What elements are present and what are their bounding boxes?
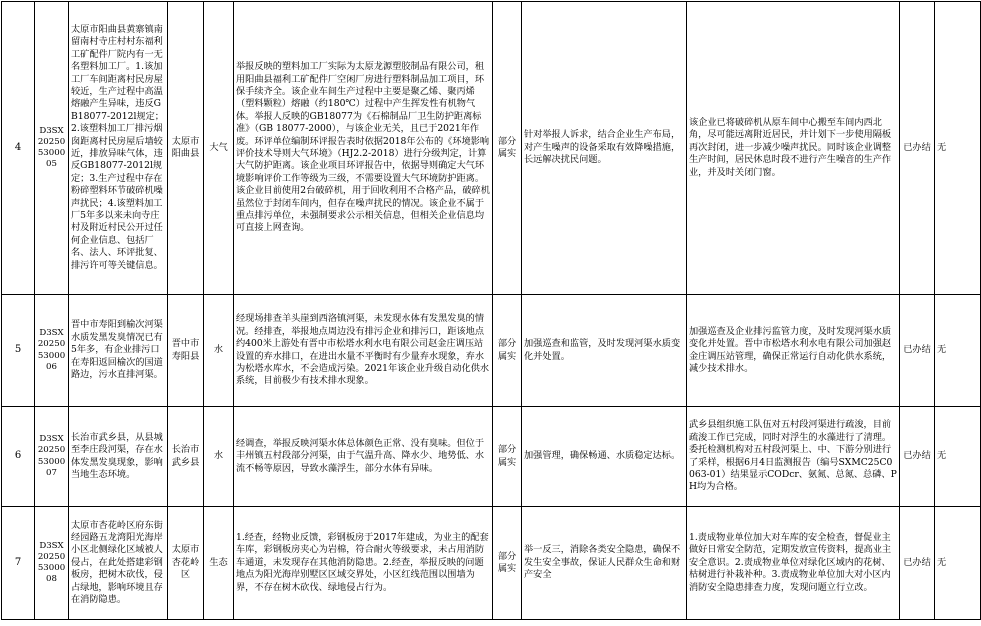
rectification-result: 该企业已将破碎机从原车间中心搬至车间内西北角，尽可能远离附近居民，并计划下一步使用隔板再次封闭，进一步减少噪声扰民。同时该企业调整生产时间，居民休息时段不进行产生噪音的生产作业，并及时关闭门窗。 <box>687 2 900 295</box>
case-code: D3SX202505300006 <box>35 295 69 407</box>
rectification-result: 1.责成物业单位加大对车库的安全检查，督促业主做好日常安全防范，定期发放宣传资料，提高业主安全意识。2.责成物业单位对绿化区域内的花树、枯树进行补栽补种。3.责成物业单位加大对小区内消防安全隐患排查力度，发现问题立行立改。 <box>687 507 900 620</box>
case-code: D3SX202505300005 <box>35 2 69 295</box>
handling-measure: 加强巡查和监管，及时发现河渠水质变化并处置。 <box>522 295 687 407</box>
table-row <box>2 507 981 620</box>
row-number: 6 <box>2 407 35 507</box>
accountability: 无 <box>935 2 981 295</box>
case-table <box>1 1 981 620</box>
issue-description: 太原市阳曲县黄寨镇南留南村寺庄村村东福利工矿配件厂院内有一无名塑料加工厂。1.该加工厂车间距离村民房屋较近，生产过程中高温熔融产生异味，违反GB18077-2012l规定；2.该塑料加工厂排污烟囱距离村民房屋后墙较近，排放异味气体，违反GB18077-2012l规定；3.生产过程中存在粉碎塑料环节破碎机噪声扰民；4.该塑料加工厂5年多以来未向寺庄村及附近村民公开过任何企业信息、包括厂名、法人、环评批复、排污许可等关键信息。 <box>69 2 168 295</box>
accountability: 无 <box>935 407 981 507</box>
accountability: 无 <box>935 507 981 620</box>
verdict: 部分属实 <box>493 507 522 620</box>
pollution-type: 生态 <box>204 507 234 620</box>
rectification-result: 武乡县组织施工队伍对五村段河渠进行疏浚，目前疏浚工作已完成，同时对浮生的水藻进行了清理。委托检测机构对五村段河渠上、中、下游分别进行了采样，根据6月4日监测报告（编号SXMC25C0063-01）结果显示CODcr、氨氮、总氮、总磷、PH均为合格。 <box>687 407 900 507</box>
pollution-type: 水 <box>204 407 234 507</box>
row-number: 5 <box>2 295 35 407</box>
status: 已办结 <box>900 407 935 507</box>
handling-measure: 举一反三，消除各类安全隐患，确保不发生安全事故，保证人民群众生命和财产安全 <box>522 507 687 620</box>
case-code: D3SX202505300008 <box>35 507 69 620</box>
region: 长治市武乡县 <box>168 407 204 507</box>
handling-measure: 加强管理，确保畅通、水质稳定达标。 <box>522 407 687 507</box>
table-row <box>2 295 981 407</box>
issue-description: 太原市杏花岭区府东街经园路五龙湾阳光海岸小区北侧绿化区域被人侵占，在此处搭建彩钢板房，把树木砍伐，侵占绿地，影响环境且存在消防隐患。 <box>69 507 168 620</box>
investigation-finding: 举报反映的塑料加工厂实际为太原龙源塑胶制品有限公司，租用阳曲县福利工矿配件厂空闲厂房进行塑料制品加工项目，环保手续齐全。该企业车间生产过程中主要是聚乙烯、聚丙烯（塑料颗粒）熔融（约180℃）过程中产生挥发性有机物气体。举报人反映的GB18077为《石棉制品厂卫生防护距离标准》（GB 18077-2000），与该企业无关，且已于2021年作废。环评单位编制环评报告表时依据2018年公布的《环境影响评价技术导则大气环境》（HJ2.2-2018）进行分级判定，计算大气防护距离。该企业项目环评报告中，依据导则确定大气环境影响评价工作等级为三级，不需要设置大气环境防护距离。该企业目前使用2台破碎机，用于回收利用不合格产品，破碎机虽然位于封闭车间内，但存在噪声扰民的情况。该企业不属于重点排污单位，未强制要求公示相关信息，但相关企业信息均可直接上网查询。 <box>234 2 493 295</box>
region: 晋中市寿阳县 <box>168 295 204 407</box>
verdict: 部分属实 <box>493 2 522 295</box>
table-row <box>2 2 981 295</box>
status: 已办结 <box>900 295 935 407</box>
investigation-finding: 经调查，举报反映河渠水体总体颜色正常、没有臭味。但位于丰州镇五村段部分河渠，由于气温升高、降水少、地势低、水流不畅等原因，导致水藻浮生，部分水体有异味。 <box>234 407 493 507</box>
region: 太原市杏花岭区 <box>168 507 204 620</box>
issue-description: 晋中市寿阳到榆次河渠水质发黑发臭情况已有5年多，有企业排污口在寿阳返回榆次的国道路边，污水直排河渠。 <box>69 295 168 407</box>
handling-measure: 针对举报人诉求，结合企业生产布局，对产生噪声的设备采取有效降噪措施，长远解决扰民问题。 <box>522 2 687 295</box>
verdict: 部分属实 <box>493 407 522 507</box>
status: 已办结 <box>900 2 935 295</box>
rectification-result: 加强巡查及企业排污监管力度，及时发现河渠水质变化并处置。晋中市松塔水利水电有限公司加强赵金庄调压站管理，确保正常运行自动化供水系统，减少技术排水。 <box>687 295 900 407</box>
investigation-finding: 经现场排查羊头崖到西洛镇河渠，未发现水体有发黑发臭的情况。经排查，举报地点周边没有排污企业和排污口，距该地点约400米上游处有晋中市松塔水利水电有限公司赵金庄调压站设置的弃水排口，在进出水量不平衡时有少量弃水现象，弃水为松塔水库水，不会造成污染。2021年该企业升级自动化供水系统，目前极少有技术排水现象。 <box>234 295 493 407</box>
pollution-type: 大气 <box>204 2 234 295</box>
row-number: 7 <box>2 507 35 620</box>
pollution-type: 水 <box>204 295 234 407</box>
verdict: 部分属实 <box>493 295 522 407</box>
issue-description: 长治市武乡县，从县城至李庄段河渠，存在水体发黑发臭现象，影响当地生态环境。 <box>69 407 168 507</box>
region: 太原市阳曲县 <box>168 2 204 295</box>
status: 已办结 <box>900 507 935 620</box>
row-number: 4 <box>2 2 35 295</box>
accountability: 无 <box>935 295 981 407</box>
table-row <box>2 407 981 507</box>
investigation-finding: 1.经查，经物业反馈，彩钢板房于2017年建成，为业主的配套车库，彩钢板房夹心为岩棉，符合耐火等级要求，未占用消防车通道，未发现存在其他消防隐患。2.经查，举报反映的问题地点为阳光海岸别墅区区域交界处，小区红线范围以围墙为界，不存在树木砍伐、绿地侵占行为。 <box>234 507 493 620</box>
case-code: D3SX202505300007 <box>35 407 69 507</box>
